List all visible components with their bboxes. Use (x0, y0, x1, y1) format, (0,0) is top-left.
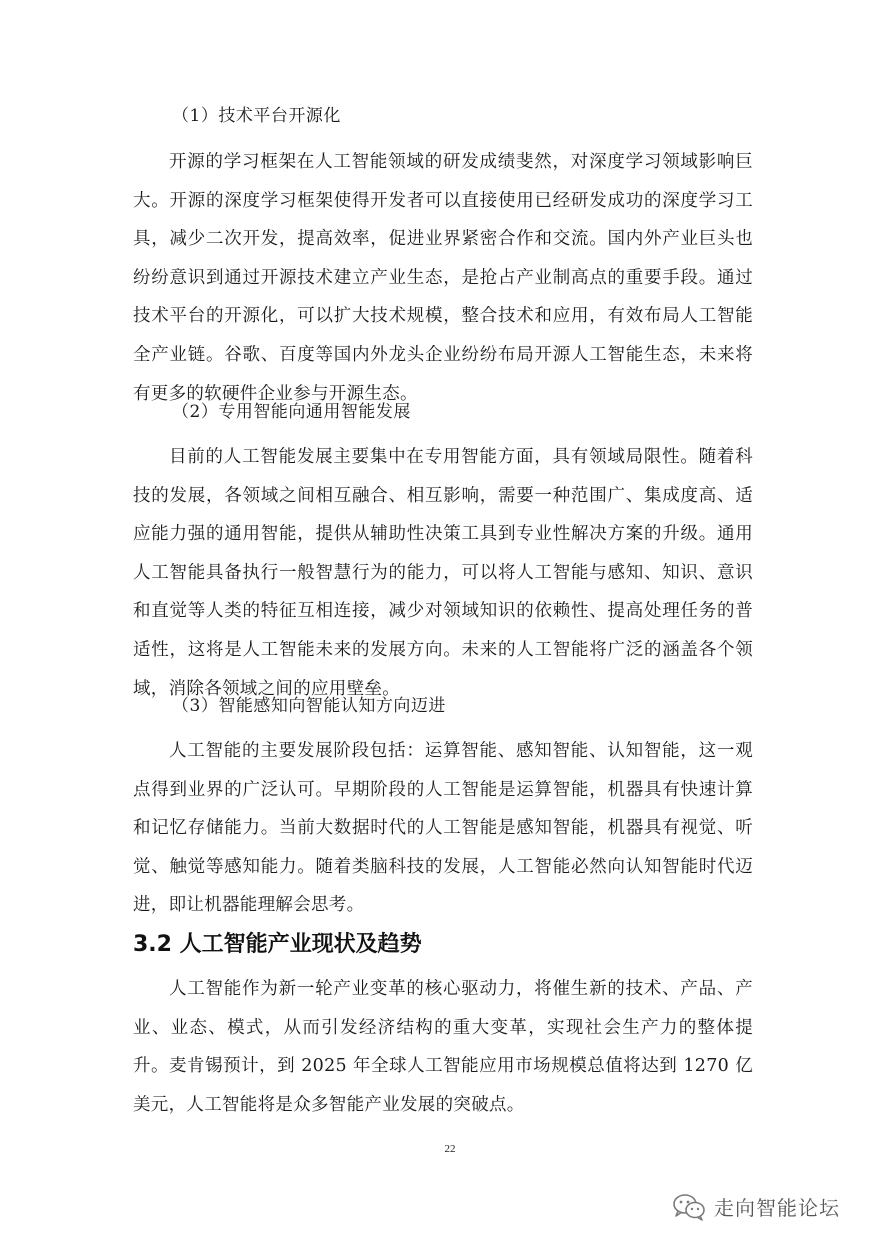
subheading-open-source: （1）技术平台开源化 (172, 106, 341, 126)
watermark (672, 1192, 840, 1221)
page-number: 22 (444, 1143, 456, 1155)
watermark-text: 走向智能论坛 (714, 1196, 840, 1220)
paragraph-cognitive-intelligence: 人工智能的主要发展阶段包括：运算智能、感知智能、认知智能，这一观点得到业界的广泛认可。早期阶段的人工智能是运算智能，机器具有快速计算和记忆存储能力。当前大数据时代的人工智能是感知智能，机器具有视觉、听觉、触觉等感知能力。随着类脑科技的发展，人工智能必然向认知智能时代迈进，即让机器能理解会思考。 (133, 741, 753, 916)
subheading-cognitive-intelligence: （3）智能感知向智能认知方向迈进 (172, 696, 446, 716)
paragraph-general-intelligence: 目前的人工智能发展主要集中在专用智能方面，具有领域局限性。随着科技的发展，各领域之间相互融合、相互影响，需要一种范围广、集成度高、适应能力强的通用智能，提供从辅助性决策工具到专业性解决方案的升级。通用人工智能具备执行一般智慧行为的能力，可以将人工智能与感知、知识、意识和直觉等人类的特征互相连接，减少对领域知识的依赖性、提高处理任务的普适性，这将是人工智能未来的发展方向。未来的人工智能将广泛的涵盖各个领域，消除各领域之间的应用壁垒。 (133, 447, 753, 699)
subheading-general-intelligence: （2）专用智能向通用智能发展 (172, 402, 411, 422)
section-title-industry-status: 3.2 人工智能产业现状及趋势 (133, 932, 422, 957)
paragraph-open-source: 开源的学习框架在人工智能领域的研发成绩斐然，对深度学习领域影响巨大。开源的深度学习框架使得开发者可以直接使用已经研发成功的深度学习工具，减少二次开发，提高效率，促进业界紧密合作和交流。国内外产业巨头也纷纷意识到通过开源技术建立产业生态，是抢占产业制高点的重要手段。通过技术平台的开源化，可以扩大技术规模，整合技术和应用，有效布局人工智能全产业链。谷歌、百度等国内外龙头企业纷纷布局开源人工智能生态，未来将有更多的软硬件企业参与开源生态。 (133, 152, 753, 404)
paragraph-industry-status: 人工智能作为新一轮产业变革的核心驱动力，将催生新的技术、产品、产业、业态、模式，从而引发经济结构的重大变革，实现社会生产力的整体提升。麦肯锡预计，到 2025 年全球人工智能应用市场规模总值将达到 1270 亿美元，人工智能将是众多智能产业发展的突破点。 (133, 979, 753, 1115)
wechat-icon (672, 1193, 706, 1221)
